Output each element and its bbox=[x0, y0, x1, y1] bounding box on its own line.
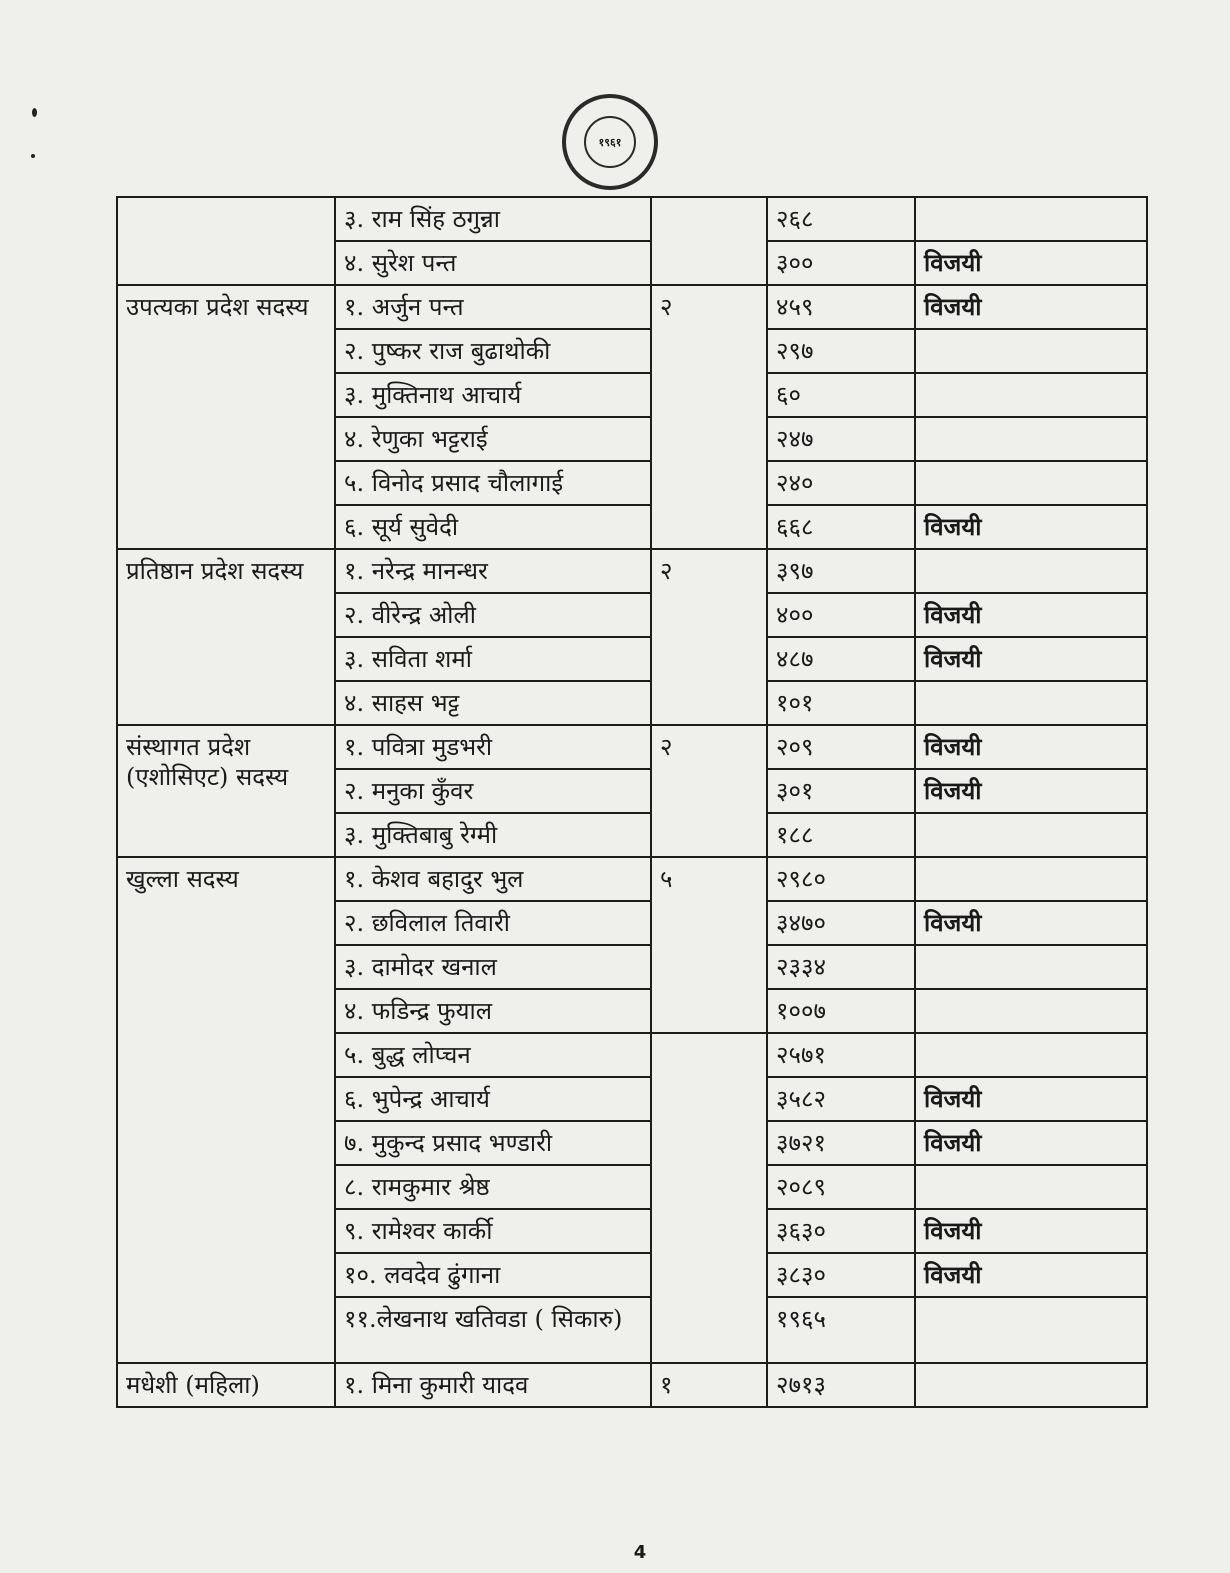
candidate-name-cell: १. मिना कुमारी यादव bbox=[335, 1363, 651, 1407]
vote-count-cell: १०१ bbox=[767, 681, 915, 725]
result-cell: विजयी bbox=[915, 505, 1147, 549]
table-row bbox=[117, 857, 1147, 901]
candidate-name-cell: ५. विनोद प्रसाद चौलागाई bbox=[335, 461, 651, 505]
result-cell: विजयी bbox=[915, 769, 1147, 813]
vote-count-cell: ३८३० bbox=[767, 1253, 915, 1297]
organization-seal bbox=[562, 94, 658, 190]
candidate-name-cell: ३. सविता शर्मा bbox=[335, 637, 651, 681]
candidate-name-cell: १०. लवदेव ढुंगाना bbox=[335, 1253, 651, 1297]
result-cell bbox=[915, 1033, 1147, 1077]
result-cell: विजयी bbox=[915, 1121, 1147, 1165]
vote-count-cell: ३०१ bbox=[767, 769, 915, 813]
result-cell: विजयी bbox=[915, 725, 1147, 769]
results-table-body bbox=[117, 197, 1147, 1407]
result-cell: विजयी bbox=[915, 1253, 1147, 1297]
result-cell bbox=[915, 1297, 1147, 1363]
result-cell bbox=[915, 1165, 1147, 1209]
result-cell: विजयी bbox=[915, 285, 1147, 329]
scan-speck bbox=[31, 154, 35, 158]
vote-count-cell: ६६८ bbox=[767, 505, 915, 549]
vote-count-cell: ३५८२ bbox=[767, 1077, 915, 1121]
candidate-name-cell: ६. सूर्य सुवेदी bbox=[335, 505, 651, 549]
result-cell: विजयी bbox=[915, 637, 1147, 681]
candidate-name-cell: ४. सुरेश पन्त bbox=[335, 241, 651, 285]
table-row bbox=[117, 549, 1147, 593]
candidate-name-cell: ३. मुक्तिबाबु रेग्मी bbox=[335, 813, 651, 857]
candidate-name-cell: २. मनुका कुँवर bbox=[335, 769, 651, 813]
vote-count-cell: २३३४ bbox=[767, 945, 915, 989]
vote-count-cell: २४० bbox=[767, 461, 915, 505]
vote-count-cell: ४०० bbox=[767, 593, 915, 637]
seat-count-cell: १ bbox=[651, 1363, 767, 1407]
vote-count-cell: ३०० bbox=[767, 241, 915, 285]
seat-count-cell: ५ bbox=[651, 857, 767, 1033]
candidate-name-cell: ९. रामेश्वर कार्की bbox=[335, 1209, 651, 1253]
member-category-cell: मधेशी (महिला) bbox=[117, 1363, 335, 1407]
table-row bbox=[117, 725, 1147, 769]
table-row bbox=[117, 285, 1147, 329]
candidate-name-cell: १. पवित्रा मुडभरी bbox=[335, 725, 651, 769]
member-category-cell: खुल्ला सदस्य bbox=[117, 857, 335, 1363]
candidate-name-cell: ७. मुकुन्द प्रसाद भण्डारी bbox=[335, 1121, 651, 1165]
vote-count-cell: २०८९ bbox=[767, 1165, 915, 1209]
result-cell bbox=[915, 989, 1147, 1033]
seal-year: १९६१ bbox=[598, 135, 622, 149]
result-cell bbox=[915, 813, 1147, 857]
candidate-name-cell: ४. साहस भट्ट bbox=[335, 681, 651, 725]
candidate-name-cell: ४. फडिन्द्र फुयाल bbox=[335, 989, 651, 1033]
result-cell bbox=[915, 681, 1147, 725]
result-cell bbox=[915, 1363, 1147, 1407]
vote-count-cell: २५७१ bbox=[767, 1033, 915, 1077]
vote-count-cell: २७१३ bbox=[767, 1363, 915, 1407]
vote-count-cell: ४५९ bbox=[767, 285, 915, 329]
member-category-cell: उपत्यका प्रदेश सदस्य bbox=[117, 285, 335, 549]
election-results-table bbox=[116, 196, 1148, 1408]
vote-count-cell: ३४७० bbox=[767, 901, 915, 945]
result-cell: विजयी bbox=[915, 241, 1147, 285]
result-cell: विजयी bbox=[915, 1209, 1147, 1253]
vote-count-cell: ३७२१ bbox=[767, 1121, 915, 1165]
candidate-name-cell: १. नरेन्द्र मानन्धर bbox=[335, 549, 651, 593]
vote-count-cell: २०९ bbox=[767, 725, 915, 769]
result-cell bbox=[915, 945, 1147, 989]
candidate-name-cell: ३. राम सिंह ठगुन्ना bbox=[335, 197, 651, 241]
vote-count-cell: २४७ bbox=[767, 417, 915, 461]
scan-speck bbox=[32, 108, 37, 117]
vote-count-cell: २९८० bbox=[767, 857, 915, 901]
result-cell bbox=[915, 197, 1147, 241]
vote-count-cell: ४८७ bbox=[767, 637, 915, 681]
vote-count-cell: ३९७ bbox=[767, 549, 915, 593]
vote-count-cell: ३६३० bbox=[767, 1209, 915, 1253]
vote-count-cell: २९७ bbox=[767, 329, 915, 373]
seat-count-cell: २ bbox=[651, 285, 767, 549]
candidate-name-cell: ८. रामकुमार श्रेष्ठ bbox=[335, 1165, 651, 1209]
result-cell: विजयी bbox=[915, 1077, 1147, 1121]
candidate-name-cell: ४. रेणुका भट्टराई bbox=[335, 417, 651, 461]
candidate-name-cell: ३. दामोदर खनाल bbox=[335, 945, 651, 989]
member-category-cell bbox=[117, 197, 335, 285]
vote-count-cell: १९६५ bbox=[767, 1297, 915, 1363]
table-row bbox=[117, 1363, 1147, 1407]
table-row bbox=[117, 197, 1147, 241]
vote-count-cell: ६० bbox=[767, 373, 915, 417]
member-category-cell: प्रतिष्ठान प्रदेश सदस्य bbox=[117, 549, 335, 725]
result-cell bbox=[915, 417, 1147, 461]
candidate-name-cell: २. वीरेन्द्र ओली bbox=[335, 593, 651, 637]
result-cell bbox=[915, 461, 1147, 505]
seat-count-cell bbox=[651, 197, 767, 285]
vote-count-cell: १८८ bbox=[767, 813, 915, 857]
seat-count-cell bbox=[651, 1033, 767, 1363]
candidate-name-cell: ११.लेखनाथ खतिवडा ( सिकारु) bbox=[335, 1297, 651, 1363]
page-number: 4 bbox=[633, 1542, 647, 1563]
seat-count-cell: २ bbox=[651, 725, 767, 857]
vote-count-cell: २६८ bbox=[767, 197, 915, 241]
result-cell bbox=[915, 857, 1147, 901]
candidate-name-cell: ३. मुक्तिनाथ आचार्य bbox=[335, 373, 651, 417]
candidate-name-cell: १. केशव बहादुर भुल bbox=[335, 857, 651, 901]
result-cell: विजयी bbox=[915, 901, 1147, 945]
result-cell bbox=[915, 549, 1147, 593]
result-cell bbox=[915, 329, 1147, 373]
candidate-name-cell: ५. बुद्ध लोप्चन bbox=[335, 1033, 651, 1077]
result-cell bbox=[915, 373, 1147, 417]
candidate-name-cell: २. पुष्कर राज बुढाथोकी bbox=[335, 329, 651, 373]
result-cell: विजयी bbox=[915, 593, 1147, 637]
vote-count-cell: १००७ bbox=[767, 989, 915, 1033]
seat-count-cell: २ bbox=[651, 549, 767, 725]
candidate-name-cell: ६. भुपेन्द्र आचार्य bbox=[335, 1077, 651, 1121]
seal-center bbox=[584, 116, 636, 168]
candidate-name-cell: २. छविलाल तिवारी bbox=[335, 901, 651, 945]
member-category-cell: संस्थागत प्रदेश (एशोसिएट) सदस्य bbox=[117, 725, 335, 857]
candidate-name-cell: १. अर्जुन पन्त bbox=[335, 285, 651, 329]
